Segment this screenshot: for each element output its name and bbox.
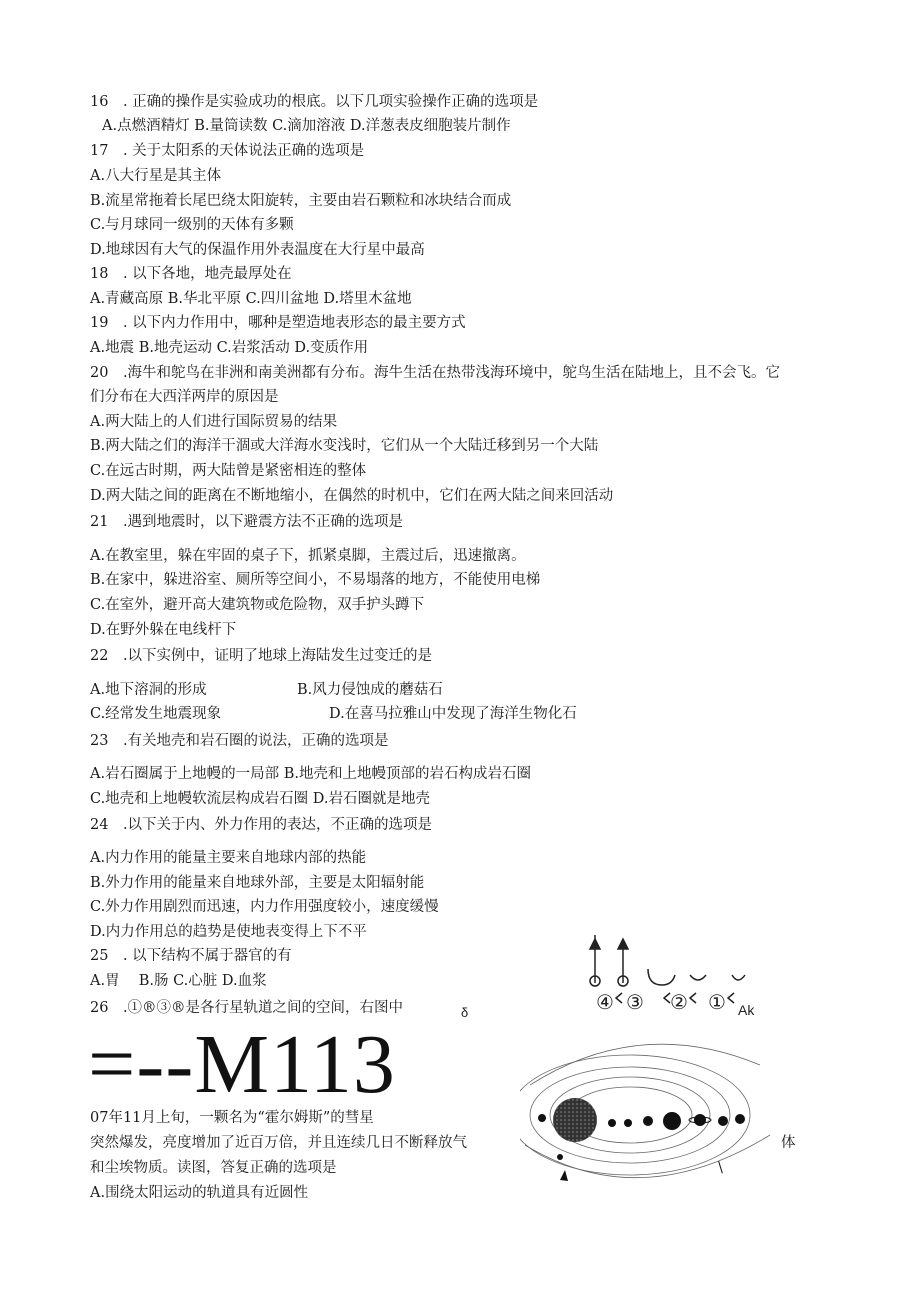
garbled-large-text: =--M113	[88, 1018, 396, 1111]
q18-stem: 18 . 以下各地，地壳最厚处在	[90, 266, 292, 282]
q20-stem: 20 .海牛和鸵鸟在非洲和南美洲都有分布。海牛生活在热带浅海环境中，鸵鸟生活在陆地上，且不会飞。它	[90, 365, 781, 381]
q25-stem: 25 . 以下结构不属于器官的有	[90, 948, 292, 964]
stray-ti: 体	[781, 1135, 796, 1151]
q17-option-c: C.与月球同一级别的天体有多颗	[90, 217, 294, 233]
q23-options-cd: C.地壳和上地幔软流层构成岩石圈 D.岩石圈就是地壳	[90, 791, 431, 807]
q19-stem: 19 . 以下内力作用中，哪种是塑造地表形态的最主要方式	[90, 315, 466, 331]
q17-stem: 17 . 关于太阳系的天体说法正确的选项是	[90, 143, 365, 159]
q20-stem-cont: 们分布在大西洋两岸的原因是	[90, 389, 279, 405]
label-3: ③	[626, 990, 644, 1014]
label-2: ②	[670, 990, 688, 1014]
q26-stem-cont-2: 突然爆发，亮度增加了近百万倍，并且连续几日不断释放气	[90, 1135, 467, 1151]
q26-option-a: A.围绕太阳运动的轨道具有近圆性	[90, 1185, 309, 1201]
q25-options: A.胃 B.肠 C.心脏 D.血浆	[90, 973, 267, 989]
q20-option-b: B.两大陆之们的海洋干涸或大洋海水变浅时，它们从一个大陆迁移到另一个大陆	[90, 438, 599, 454]
q19-options: A.地震 B.地壳运动 C.岩浆活动 D.变质作用	[90, 340, 369, 356]
q17-option-d: D.地球因有大气的保温作用外表温度在大行星中最高	[90, 242, 425, 258]
label-1: ①	[708, 990, 726, 1014]
q26-stem-cont-1: 07年11月上旬，一颗名为“霍尔姆斯”的彗星	[90, 1110, 374, 1126]
q21-option-d: D.在野外躲在电线杆下	[90, 622, 237, 638]
label-ak: Ak	[738, 1002, 755, 1018]
q24-option-c: C.外力作用剧烈而迅速，内力作用强度较小，速度缓慢	[90, 899, 439, 915]
q21-option-c: C.在室外，避开高大建筑物或危险物，双手护头蹲下	[90, 597, 425, 613]
q24-stem: 24 .以下关于内、外力作用的表达，不正确的选项是	[90, 817, 433, 833]
q18-options: A.青藏高原 B.华北平原 C.四川盆地 D.塔里木盆地	[90, 291, 412, 307]
q17-option-b: B.流星常拖着长尾巴绕太阳旋转，主要由岩石颗粒和冰块结合而成	[90, 193, 512, 209]
q24-option-a: A.内力作用的能量主要来自地球内部的热能	[90, 850, 367, 866]
q17-option-a: A.八大行星是其主体	[90, 168, 222, 184]
q22-option-c: C.经常发生地震现象	[90, 706, 222, 722]
q21-option-a: A.在教室里，躲在牢固的桌子下，抓紧桌脚，主震过后，迅速撤离。	[90, 548, 526, 564]
q26-stem: 26 .①®③®是各行星轨道之间的空间，右图中	[90, 1000, 404, 1016]
q26-stem-cont-3: 和尘埃物质。读图，答复正确的选项是	[90, 1160, 337, 1176]
q21-option-b: B.在家中，躲进浴室、厕所等空间小，不易塌落的地方，不能使用电梯	[90, 572, 541, 588]
q16-options: A.点燃酒精灯 B.量筒读数 C.滴加溶液 D.洋葱表皮细胞装片制作	[102, 118, 511, 134]
q20-option-a: A.两大陆上的人们进行国际贸易的结果	[90, 414, 338, 430]
q23-stem: 23 .有关地壳和岩石圈的说法，正确的选项是	[90, 733, 389, 749]
q24-option-d: D.内力作用总的趋势是使地表变得上下不平	[90, 924, 367, 940]
q21-stem: 21 .遇到地震时，以下避震方法不正确的选项是	[90, 514, 404, 530]
solar-system-figure	[520, 935, 790, 1215]
q16-stem: 16 . 正确的操作是实验成功的根底。以下几项实验操作正确的选项是	[90, 94, 539, 110]
q22-option-d: D.在喜马拉雅山中发现了海洋生物化石	[329, 706, 577, 722]
stray-delta: δ	[461, 1005, 469, 1020]
q20-option-d: D.两大陆之间的距离在不断地缩小，在偶然的时机中，它们在两大陆之间来回活动	[90, 488, 614, 504]
q22-stem: 22 .以下实例中，证明了地球上海陆发生过变迁的是	[90, 648, 433, 664]
q22-option-a: A.地下溶洞的形成	[90, 682, 207, 698]
q24-option-b: B.外力作用的能量来自地球外部，主要是太阳辐射能	[90, 875, 425, 891]
q23-options-ab: A.岩石圈属于上地幔的一局部 B.地壳和上地幔顶部的岩石构成岩石圈	[90, 766, 531, 782]
q22-option-b: B.风力侵蚀成的蘑菇石	[297, 682, 443, 698]
stray-backslash: \	[718, 1160, 723, 1176]
label-4: ④	[596, 990, 614, 1014]
q20-option-c: C.在远古时期，两大陆曾是紧密相连的整体	[90, 463, 367, 479]
